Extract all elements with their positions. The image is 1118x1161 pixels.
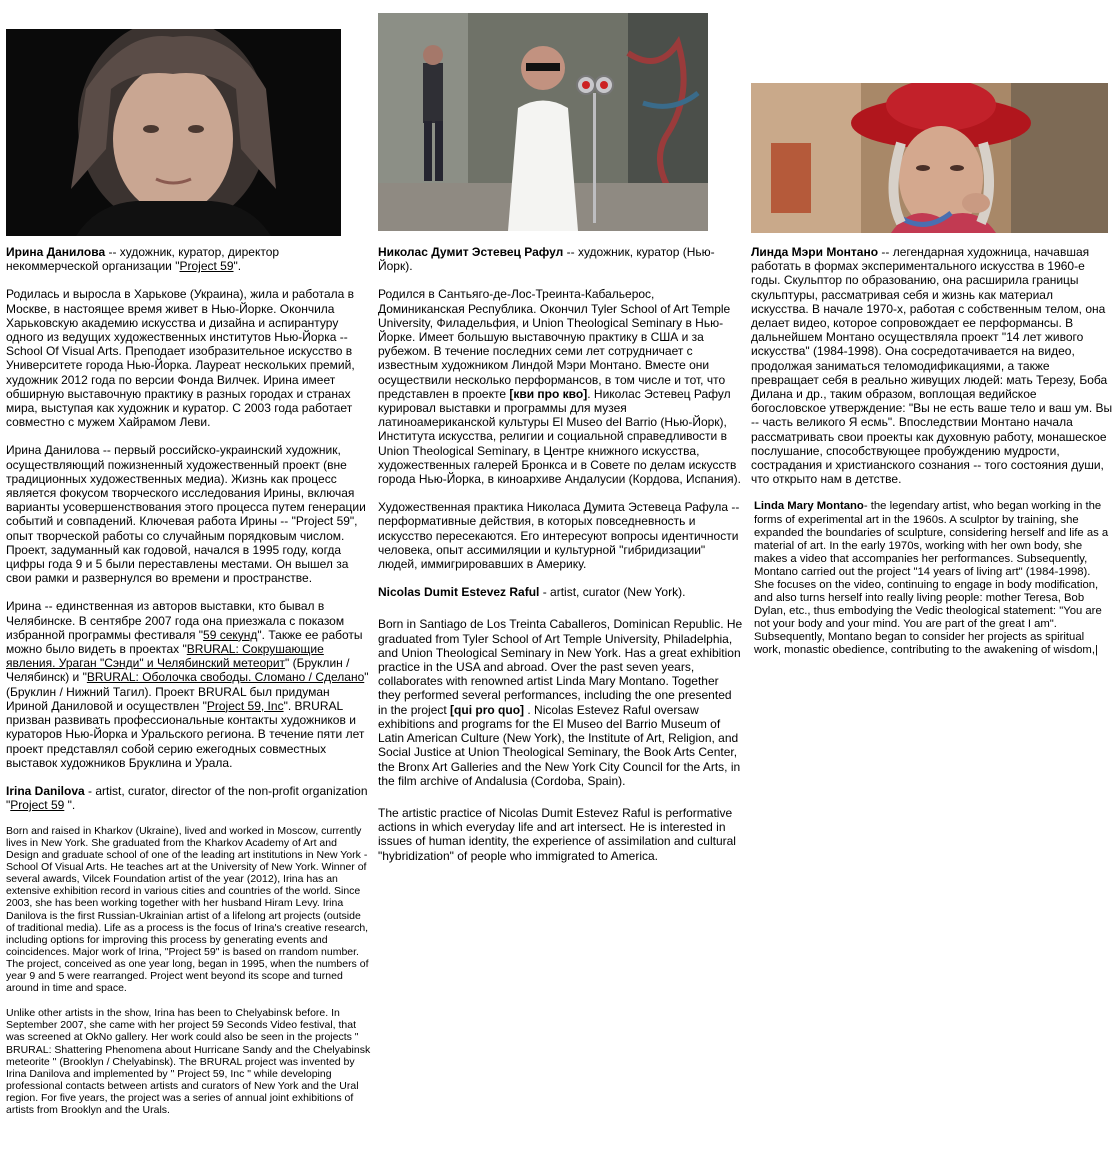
ru-name-irina: Ирина Данилова — [6, 245, 106, 259]
en-name-irina: Irina Danilova — [6, 783, 85, 798]
ru-project-quid-pro-quo: [кви про кво] — [509, 386, 588, 401]
irina-portrait-image — [6, 29, 341, 236]
photo-nicolas-raful — [378, 13, 708, 231]
59-seconds-link[interactable]: 59 секунд — [203, 627, 258, 642]
ru-bio-paragraph-3: Ирина -- единственная из авторов выставки, кто бывал в Челябинске. В сентябре 2007 года она приезжала с показом избранной программы фестиваля "59 секунд". Также ее работы можно было видеть в проектах "BRURAL: Сокрушающие явления. Ураган "Сэнди" и Челябинский метеорит" (Бруклин / Челябинск) и "BRURAL: Оболочка свободы. Сломано / Сделано" (Бруклин / Нижний Тагил). Проект BRURAL был придуман Ириной Даниловой и осуществлен "Project 59, Inc". BRURAL призван развивать профессиональные контакты художников и кураторов Нью-Йорка и Уральского региона. В течение пяти лет проект представлял собой серию ежегодных совместных выставок художников Бруклина и Урала. — [6, 599, 369, 770]
ru-header-irina: Ирина Данилова -- художник, куратор, директор некоммерческой организации "Project 59". — [6, 245, 280, 274]
en-bio-paragraph-2: Unlike other artists in the show, Irina has been to Chelyabinsk before. In September 2007, she came with her project 59 Seconds Video festival, that was screened at OkNo gallery. Her work could also be seen in the projects " BRURAL: Shattering Phenomena about Hurricane Sandy and the Chelyabinsk meteorite " (Brooklyn / Chelyabinsk). The BRURAL project was invented by Irina Danilova and implemented by " Project 59, Inc " while developing professional contacts between artists and curators of New York and the Ural region. For five years, the project was a series of annual joint exhibitions of artists from Brooklyn and the Urals. — [6, 1007, 371, 1116]
ru-bio-nicolas-1: Родился в Сантьяго-де-Лос-Треинта-Кабальерос, Доминиканская Республика. Окончил Tyler School of Art Temple University, Филадельфия, и Union Theological Seminary в Нью-Йорке. Имеет большую выставочную практику в США и за рубежом. В течение последних семи лет сотрудничает с известным художником Линдой Мэри Монтано. Вместе они осуществили несколько перформансов, в том числе и тот, что представлен в проекте [кви про кво]. Николас Эстевец Рафул курировал выставки и программы для музея латиноамериканской культуры El Museo del Barrio (Нью-Йорк), Института искусства, религии и социальной справедливости в Union Theological Seminary, в Центре книжного искусства, художественных галерей Бронкса и в Совете по делам искусств города Нью-Йорка, в киноархиве Андалусии (Кордова, Испания). — [378, 287, 741, 487]
ru-bio-linda: Линда Мэри Монтано -- легендарная художница, начавшая работать в формах экспериментального искусства в 1960-е годы. Скульптор по образованию, она расширила границы скульптуры, рассматривая себя и жизнь как материал искусства. В начале 1970-х, работая с собственным телом, она делает видео, которое сопровождает ее перформансы. В дальнейшем Монтано осуществляла проект "14 лет живого искусства" (1984-1998). Она сосредотачивается на видео, продолжая заниматься теломодификациями, а также превращает себя в реально живущих людей: мать Терезу, Боба Дилана и др., таким образом, воплощая ведийское богословское утверждение: "Вы не есть ваше тело и ваш ум. Вы -- часть великого Я есмь". Впоследствии Монтано начала рассматривать свои проекты как духовную работу, монашеское послушание, способствующее пробуждению мудрости, сострадания и христианского сознания -- того состояния души, что открыто нам в детстве. — [751, 245, 1113, 487]
nicolas-performance-image — [378, 13, 708, 231]
en-bio-paragraph-1: Born and raised in Kharkov (Ukraine), lived and worked in Moscow, currently lives in New York. She graduated from the Kharkov Academy of Art and Design and graduate school of one of the leading art institutions in New York - School Of Visual Arts. He teaches art at the University of New York. Winner of several awards, Vilcek Foundation artist of the year (2012), Irina has an extensive exhibition record in various cities and countries of the world. Since 2003, she has been working together with her husband Hiram Levy. Irina Danilova is the first Russian-Ukrainian artist of a lifelong art projects (outside of traditional media). Life as a process is the focus of Irina's creative research, including options for improving this process by generating events and coincidences. Major work of Irina, "Project 59" is based on rrandom number. The project, conceived as one year long, began in 1995, when the numbers of year 9 and 5 were rearranged. Project went beyond its scope and turned around in time and space. — [6, 824, 369, 995]
column-irina-danilova — [6, 245, 372, 1129]
photo-irina-danilova — [6, 29, 341, 236]
en-bio-nicolas-2: The artistic practice of Nicolas Dumit Estevez Raful is performative actions in which everyday life and art intersect. He is interested in issues of human identity, the experience of assimilation and cultural "hybridization" of people who immigrated to America. — [378, 805, 736, 863]
project-59-inc-link[interactable]: Project 59, Inc — [206, 698, 284, 713]
brural-shattering-link[interactable]: BRURAL: Сокрушающие явления. Ураган "Сэнди" и Челябинский метеорит — [6, 642, 324, 671]
column-linda-montano — [751, 245, 1113, 671]
linda-portrait-image — [751, 83, 1108, 233]
project-59-link[interactable]: Project 59 — [179, 259, 234, 274]
ru-name-nicolas: Николас Думит Эстевец Рафул — [378, 245, 564, 259]
en-name-nicolas: Nicolas Dumit Estevez Raful — [378, 585, 540, 600]
ru-name-linda: Линда Мэри Монтано — [751, 245, 879, 259]
en-header-nicolas: Nicolas Dumit Estevez Raful - artist, curator (New York). — [378, 585, 686, 600]
photo-linda-montano — [751, 83, 1108, 233]
brural-shell-of-freedom-link[interactable]: BRURAL: Оболочка свободы. Сломано / Сделано — [86, 670, 365, 685]
en-project-quid-pro-quo: [qui pro quo] — [450, 702, 525, 717]
en-project-59-link[interactable]: Project 59 — [10, 797, 65, 812]
en-bio-nicolas-1: Born in Santiago de Los Treinta Caballeros, Dominican Republic. He graduated from Tyler School of Art Temple University, Philadelphia, and Union Theological Seminary in New York. Has a great exhibition practice in the USA and abroad. Over the past seven years, collaborates with renowned artist Linda Mary Montano. Together they performed several performances, including the one presented in the project [qui pro quo] . Nicolas Estevez Raful oversaw exhibitions and programs for the El Museo del Barrio Museum of Latin American Culture (New York), the Institute of Art, Religion, and Social Justice at Union Theological Seminary, the Book Arts Center, the Bronx Art Galleries and the New York City Council for the Arts, in the film archive of Andalusia (Cordoba, Spain). — [378, 617, 743, 788]
en-section-irina — [6, 784, 372, 1116]
en-name-linda: Linda Mary Montano — [754, 500, 864, 513]
ru-header-nicolas: Николас Думит Эстевец Рафул -- художник, куратор (Нью-Йорк). — [378, 245, 715, 274]
ru-bio-nicolas-2: Художественная практика Николаса Думита Эстевеца Рафула -- перформативные действия, в которых повседневность и искусство пересекаются. Его интересуют вопросы идентичности человека, опыт ассимиляции и культурной "гибридизации" людей, иммигрировавших в Америку. — [378, 500, 740, 572]
en-section-nicolas — [378, 585, 744, 862]
column-nicolas-raful — [378, 245, 744, 876]
en-header-irina: Irina Danilova - artist, curator, director of the non-profit organization "Project 59 ". — [6, 783, 368, 812]
ru-bio-paragraph-2: Ирина Данилова -- первый российско-украинский художник, осуществляющий пожизненный художественный проект (вне традиционных художественных медиа). Жизнь как процесс является фокусом творческого исследования Ирины, включая варианты усовершенствования этого процесса путем генерации событий и совпадений. Ключевая работа Ирины -- "Project 59", опыт творческой работы со случайным порядковым числом. Проект, задуманный как годовой, начался в 1995 году, когда цифры года 9 и 5 были переставлены местами. Он вышел за свои рамки и развернулся во времени и пространстве. — [6, 443, 366, 586]
ru-bio-paragraph-1: Родилась и выросла в Харькове (Украина), жила и работала в Москве, в настоящее время живет в Нью-Йорке. Окончила Харьковскую академию искусства и дизайна и аспирантуру одного из ведущих художественных институтов Нью-Йорка -- School Of Visual Arts. Преподает изобразительное искусство в Университете города Нью-Йорка. Лауреат нескольких премий, художник 2012 года по версии Фонда Вилчек. Ирина имеет обширную выставочную практику в разных городах и странах мира, выступая как художник и куратор. С 2003 года работает совместно с мужем Хайрамом Леви. — [6, 287, 355, 430]
en-section-linda — [751, 500, 1113, 657]
en-bio-linda: Linda Mary Montano- the legendary artist, who began working in the forms of experimental art in the 1960s. A sculptor by training, she expanded the boundaries of sculpture, considering herself and life as a material of art. In the early 1970s, working with her own body, she makes a video that accompanies her performances. Subsequently, Montano carried out the project "14 years of living art" (1984-1998). She focuses on the video, continuing to engage in body modification, and also turns herself into really living people: mother Teresa, Bob Dylan, etc., thus embodying the Vedic theological statement: "You are not your body and your mind. You are part of the great I am". Subsequently, Montano began to consider her projects as spiritual work, monastic obedience, contributing to the awakening of wisdom,| — [754, 500, 1109, 657]
